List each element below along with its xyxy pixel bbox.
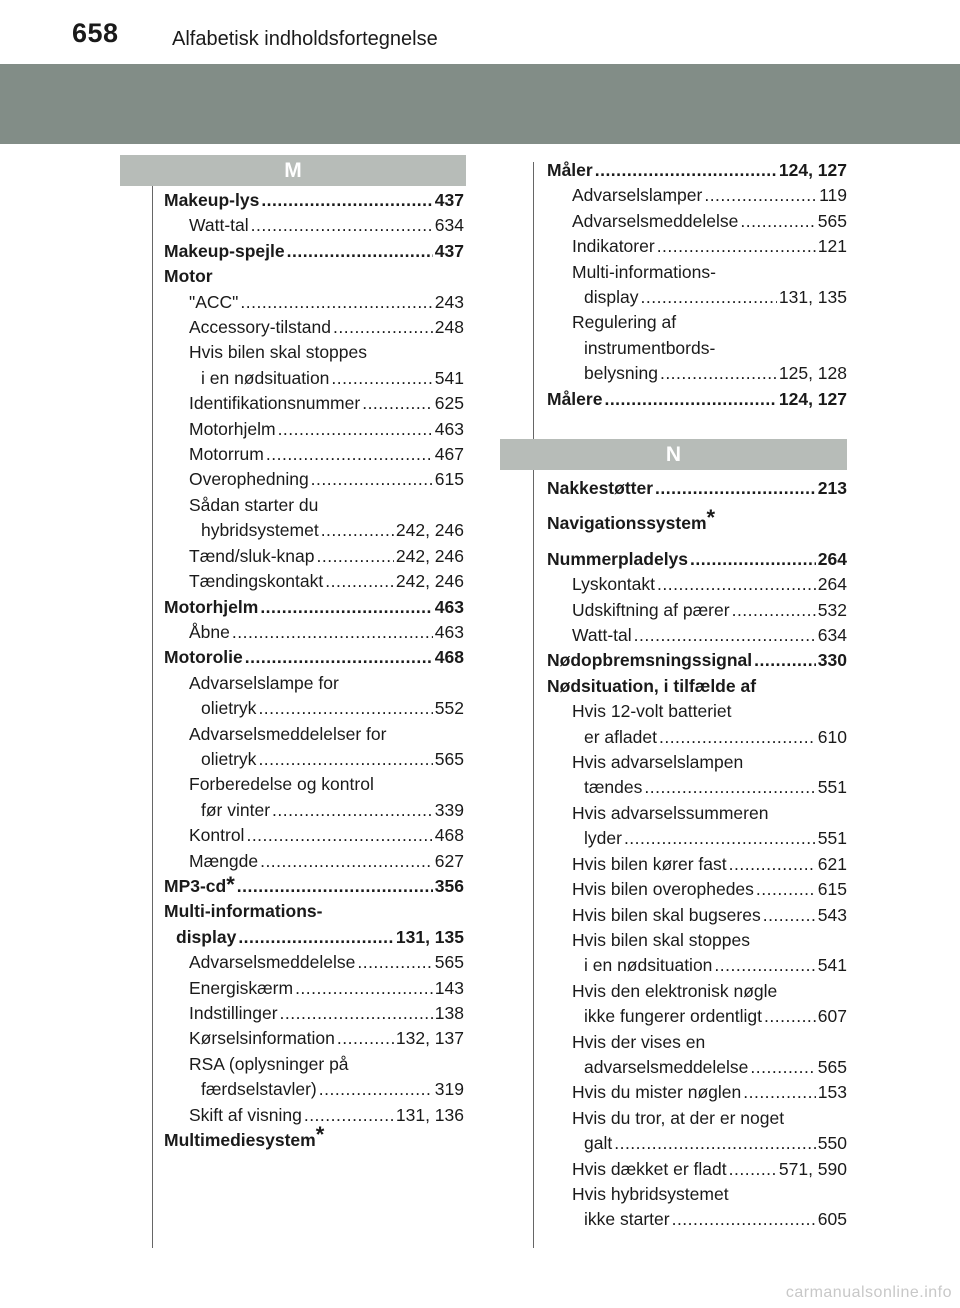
entry-label: Multimediesystem [164,1130,316,1151]
index-entry [547,877,847,902]
entry-label: Hvis bilen skal stoppes [189,342,367,363]
page-reference: 634 [817,625,847,646]
index-entry [547,234,847,259]
dot-leader [604,387,776,412]
entry-label: Motorhjelm [164,596,259,617]
index-entry [164,1026,464,1051]
entry-label: Hvis den elektronisk nøgle [572,980,778,1001]
page-reference: 541 [817,955,847,976]
page-reference: 124, 127 [778,388,847,409]
dot-leader [278,417,433,442]
dot-leader [261,188,432,213]
entry-label: Navigationssystem [547,513,707,534]
index-entry [547,476,847,501]
index-entry [547,285,847,310]
entry-label: Identifikationsnummer [189,393,361,414]
dot-leader [287,239,433,264]
page-reference: 550 [817,1133,847,1154]
page-reference: 131, 135 [778,287,847,308]
entry-label: i en nødsituation [584,955,713,976]
dot-leader [732,598,816,623]
entry-label: Multi-informations- [572,261,716,282]
index-entry [547,209,847,234]
entry-label: Hvis bilen skal bugseres [572,904,761,925]
page-reference: 605 [817,1209,847,1230]
index-entry [164,544,464,569]
page-reference: 242, 246 [395,520,464,541]
entry-label: Advarselsmeddelelse [572,210,739,231]
index-heading [547,336,847,361]
index-heading [164,340,464,365]
page-reference: 153 [817,1082,847,1103]
index-heading [164,722,464,747]
entry-label: Indstillinger [189,1003,278,1023]
entry-label: Skift af visning [189,1104,302,1125]
dot-leader [237,874,433,899]
entry-label: er afladet [584,726,657,747]
entry-label: Advarselsmeddelelser for [189,723,387,744]
dot-leader [311,467,433,492]
page-reference: 615 [434,469,464,490]
index-column-right-top [547,158,847,412]
page-reference: 565 [434,952,464,973]
entry-label: Hvis 12-volt batteriet [572,701,732,722]
index-entry [547,387,847,412]
page-reference: 125, 128 [778,363,847,384]
index-heading [547,699,847,724]
entry-label: Motor [164,266,213,287]
dot-leader [260,595,432,620]
index-heading [164,1052,464,1077]
entry-label: Forberedelse og kontrol [189,774,374,795]
dot-leader [714,953,815,978]
index-entry [164,188,464,213]
page-reference: 625 [434,393,464,414]
page-reference: 543 [817,904,847,925]
page-reference: 437 [434,240,464,261]
entry-label: RSA (oplysninger på [189,1053,349,1074]
index-entry [547,1207,847,1232]
index-heading [547,505,847,536]
dot-leader [251,213,433,238]
page-reference: 463 [434,418,464,439]
index-entry [164,798,464,823]
entry-label: tændes [584,777,643,798]
dot-leader [743,1080,816,1105]
index-heading [164,899,464,924]
entry-label: Energiskærm [189,977,294,998]
page-reference: 264 [817,548,847,569]
dot-leader [763,903,816,928]
dot-leader [614,1131,816,1156]
page-reference: 339 [434,799,464,820]
index-heading [164,671,464,696]
dot-leader [357,950,432,975]
entry-label: MP3-cd [164,875,227,896]
dot-leader [655,476,816,501]
dot-leader [657,234,816,259]
dot-leader [659,725,816,750]
page-reference: 627 [434,850,464,871]
index-entry [547,903,847,928]
dot-leader [246,823,432,848]
watermark: carmanualsonline.info [785,1284,952,1301]
page-reference: 243 [434,291,464,312]
page-reference: 552 [434,698,464,719]
dot-leader [331,366,432,391]
index-heading [547,1030,847,1055]
index-entry [547,183,847,208]
page-reference: 634 [434,215,464,236]
entry-label: før vinter [201,799,271,820]
dot-leader [325,569,394,594]
entry-label: belysning [584,363,658,384]
entry-label: olietryk [201,698,257,719]
index-entry [547,1055,847,1080]
index-entry [164,1001,464,1026]
entry-label: Hvis der vises en [572,1031,706,1052]
entry-label: Hvis bilen overophedes [572,879,754,900]
dot-leader [634,623,816,648]
index-entry [164,518,464,543]
page-reference: 213 [817,478,847,498]
page-reference: 463 [434,621,464,642]
entry-label: Makeup-spejle [164,240,285,261]
index-entry [164,976,464,1001]
dot-leader [362,391,433,416]
index-entry [547,361,847,386]
index-heading [547,979,847,1004]
entry-label: Overophedning [189,469,309,490]
entry-label: Advarselslampe for [189,672,339,693]
index-entry [164,569,464,594]
entry-label: Regulering af [572,312,677,333]
index-entry [547,547,847,572]
entry-label: Motorhjelm [189,418,276,439]
index-heading [164,1122,464,1153]
dot-leader [729,852,816,877]
entry-label: Udskiftning af pærer [572,599,730,620]
entry-label: Hvis bilen kører fast [572,853,727,874]
index-heading [547,801,847,826]
entry-label: Målere [547,388,603,409]
asterisk-icon: * [315,1122,325,1148]
entry-label: Makeup-lys [164,190,260,210]
page-reference: 565 [434,748,464,769]
entry-label: Hvis dækket er fladt [572,1158,727,1179]
dot-leader [595,158,777,183]
dot-leader [704,183,817,208]
entry-label: Åbne [189,621,230,642]
index-heading [164,264,464,289]
page-reference: 615 [817,879,847,900]
dot-leader [316,544,393,569]
index-entry [164,1077,464,1102]
section-heading-n: N [500,439,847,470]
index-heading [547,1182,847,1207]
index-entry [164,645,464,670]
page-reference: 621 [817,853,847,874]
dot-leader [660,361,777,386]
dot-leader [657,572,816,597]
entry-label: Hvis advarselssummeren [572,802,769,823]
dot-leader [740,209,815,234]
page-reference: 565 [817,1056,847,1077]
index-entry [164,620,464,645]
page-reference: 248 [434,317,464,338]
dot-leader [240,290,432,315]
index-entry [547,158,847,183]
entry-label: Hvis bilen skal stoppes [572,929,750,950]
spacer [547,501,847,511]
index-entry [547,648,847,673]
entry-label: "ACC" [189,291,239,312]
entry-label: Motorrum [189,444,264,465]
index-entry [547,826,847,851]
index-heading [547,750,847,775]
page-number: 658 [72,18,119,48]
page-reference: 143 [434,977,464,998]
page-reference: 437 [434,190,464,210]
entry-label: Hvis du mister nøglen [572,1082,742,1103]
dot-leader [754,648,816,673]
index-entry [164,366,464,391]
index-entry [547,1157,847,1182]
entry-label: Accessory-tilstand [189,317,331,338]
index-entry [164,467,464,492]
dot-leader [280,1001,433,1026]
page-reference: 551 [817,777,847,798]
index-entry [164,213,464,238]
entry-label: Multi-informations- [164,901,323,922]
entry-label: Hvis hybridsystemet [572,1183,729,1204]
column-rule-left [152,186,153,1248]
index-entry [547,1080,847,1105]
index-entry [547,953,847,978]
index-entry [547,572,847,597]
index-entry: MP3-cd * ..... 356 [164,874,464,899]
entry-label: Hvis du tror, at der er noget [572,1107,785,1128]
column-rule-right [533,162,534,1248]
dot-leader [764,1004,816,1029]
page-reference: 467 [434,444,464,465]
index-column-right-bottom [547,476,847,1233]
page-reference: 532 [817,599,847,620]
entry-label: galt [584,1133,613,1154]
index-entry [164,696,464,721]
entry-label: Mængde [189,850,259,871]
dot-leader [333,315,433,340]
page-header [0,0,960,60]
index-entry [547,1131,847,1156]
entry-label: Indikatorer [572,236,655,257]
dot-leader [640,285,776,310]
entry-label: Nødopbremsningssignal [547,650,753,671]
page-reference: 468 [434,825,464,846]
index-heading [547,928,847,953]
index-entry [164,595,464,620]
index-heading [164,772,464,797]
index-entry [547,598,847,623]
section-heading-m: M [120,155,466,186]
entry-label: Nummerpladelys [547,548,689,569]
page-reference: 138 [434,1003,464,1023]
entry-label: olietryk [201,748,257,769]
index-entry [547,623,847,648]
page-reference: 468 [434,647,464,668]
page-reference: 607 [817,1006,847,1027]
page-reference: 319 [434,1079,464,1100]
dot-leader [672,1207,816,1232]
header-band [0,64,960,144]
entry-label: hybridsystemet [201,520,319,541]
dot-leader [245,645,433,670]
entry-label: Tænd/sluk-knap [189,545,315,566]
entry-label: Sådan starter du [189,494,319,515]
index-entry [547,1004,847,1029]
index-column-left [164,188,464,1153]
spacer [547,537,847,547]
index-entry [164,950,464,975]
index-heading [547,260,847,285]
page-reference: 463 [434,596,464,617]
entry-label: ikke fungerer ordentligt [584,1006,763,1027]
page-title: Alfabetisk indholdsfortegnelse [172,28,438,50]
entry-label: Lyskontakt [572,574,656,595]
dot-leader [295,976,433,1001]
entry-label: Advarselslamper [572,185,703,206]
index-entry [164,417,464,442]
dot-leader [258,696,432,721]
entry-label: Hvis advarselslampen [572,752,744,773]
entry-label: i en nødsituation [201,367,330,388]
entry-label: Watt-tal [189,215,249,236]
entry-label: display [584,287,639,308]
index-entry [164,391,464,416]
index-heading [547,1106,847,1131]
page-reference: 119 [819,185,847,206]
page-reference: 356 [434,875,464,896]
dot-leader [319,1077,433,1102]
dot-leader [644,775,815,800]
dot-leader [624,826,816,851]
entry-label: færdselstavler) [201,1079,317,1100]
index-entry [164,239,464,264]
page-reference: 330 [817,650,847,671]
index-entry [164,1103,464,1128]
entry-label: Måler [547,160,593,180]
page-reference: 565 [817,210,847,231]
index-entry [164,442,464,467]
dot-leader [321,518,394,543]
index-entry [164,290,464,315]
index-heading [164,493,464,518]
entry-label: Watt-tal [572,625,632,646]
dot-leader [266,442,433,467]
index-entry [164,747,464,772]
dot-leader [272,798,433,823]
entry-label: Advarselsmeddelelse [189,952,356,973]
dot-leader [238,925,394,950]
entry-label: Kørselsinformation [189,1028,335,1049]
index-heading [547,310,847,335]
index-entry [547,775,847,800]
index-entry [164,849,464,874]
index-entry [547,852,847,877]
entry-label: instrumentbords- [584,337,716,358]
entry-label: Tændingskontakt [189,571,324,592]
page-reference: 132, 137 [395,1028,464,1049]
entry-label: Nødsituation, i tilfælde af [547,675,757,696]
index-entry [164,315,464,340]
page-reference: 131, 135 [395,926,464,947]
entry-label: ikke starter [584,1209,670,1230]
entry-label: advarselsmeddelelse [584,1056,749,1077]
page-reference: 541 [434,367,464,388]
page-reference: 610 [817,726,847,747]
dot-leader [690,547,816,572]
asterisk-icon: * [706,505,716,531]
entry-label: Nakkestøtter [547,478,654,498]
dot-leader [260,849,433,874]
page-reference: 571, 590 [778,1158,847,1179]
index-heading [547,674,847,699]
page-reference: 264 [817,574,847,595]
page-reference: 121 [817,236,847,257]
entry-label: Kontrol [189,825,245,846]
entry-label: Motorolie [164,647,243,668]
entry-label: display [176,926,237,947]
dot-leader [258,747,432,772]
page-reference: 131, 136 [395,1104,464,1125]
entry-label: lyder [584,828,622,849]
page-reference: 124, 127 [778,160,847,180]
page-reference: 242, 246 [395,545,464,566]
index-entry [164,823,464,848]
page-reference: 242, 246 [395,571,464,592]
index-entry [547,725,847,750]
dot-leader [337,1026,394,1051]
page-reference: 551 [817,828,847,849]
dot-leader [232,620,433,645]
dot-leader [756,877,816,902]
dot-leader [750,1055,815,1080]
index-entry [164,925,464,950]
dot-leader [729,1157,777,1182]
